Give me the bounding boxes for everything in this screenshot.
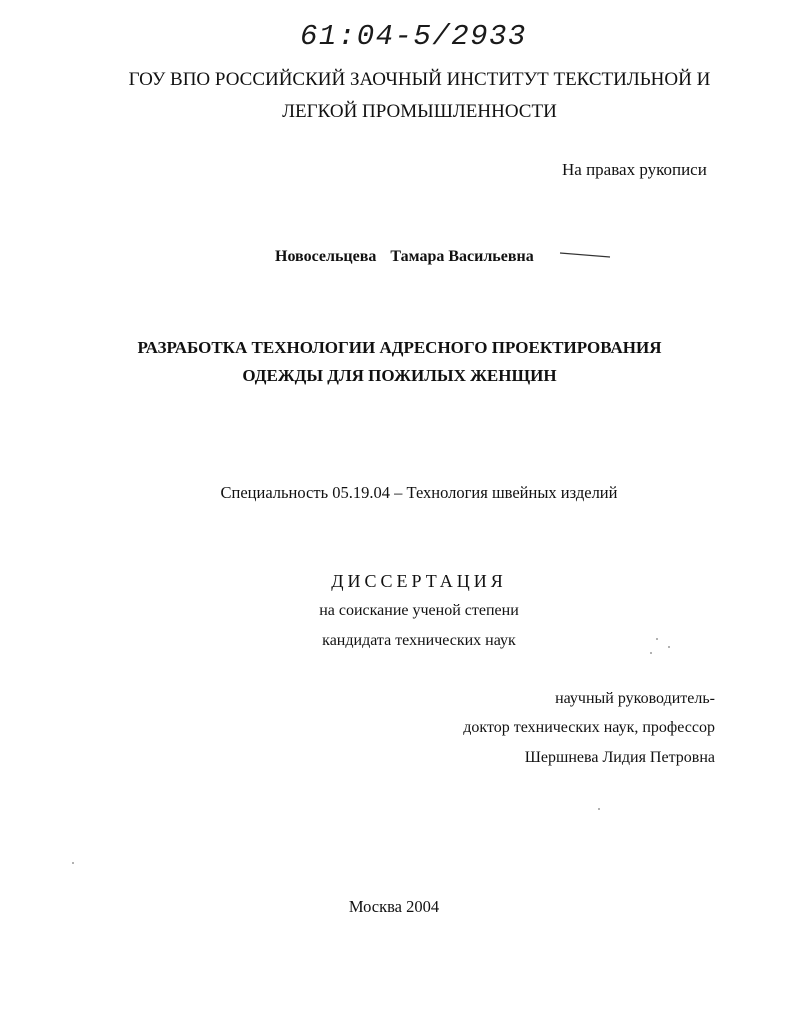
specialty-line: Специальность 05.19.04 – Технология швейных изделий bbox=[220, 483, 618, 502]
scan-speck bbox=[650, 652, 652, 654]
city-year: Москва 2004 bbox=[348, 897, 440, 916]
title-line-1: РАЗРАБОТКА ТЕХНОЛОГИИ АДРЕСНОГО ПРОЕКТИРОВАНИЯ bbox=[137, 338, 662, 357]
title-line-2: ОДЕЖДЫ ДЛЯ ПОЖИЛЫХ ЖЕНЩИН bbox=[242, 366, 557, 385]
dissertation-heading: ДИССЕРТАЦИЯ bbox=[331, 571, 507, 591]
scan-speck bbox=[598, 808, 600, 810]
dissertation-title bbox=[0, 334, 799, 390]
institution-line-1: ГОУ ВПО РОССИЙСКИЙ ЗАОЧНЫЙ ИНСТИТУТ ТЕКСТИЛЬНОЙ И bbox=[128, 69, 711, 90]
institution-line-2: ЛЕГКОЙ ПРОМЫШЛЕННОСТИ bbox=[282, 101, 557, 122]
manuscript-rights-note: На правах рукописи bbox=[562, 160, 707, 179]
scan-speck bbox=[656, 638, 658, 640]
author-name bbox=[275, 248, 534, 266]
institution-name bbox=[20, 64, 799, 128]
degree-name-line: кандидата технических наук bbox=[322, 632, 516, 649]
author-given-names: Тамара Васильевна bbox=[390, 248, 534, 265]
catalog-stamp: 61:04-5/2933 bbox=[300, 20, 527, 53]
degree-purpose-line: на соискание ученой степени bbox=[319, 602, 519, 619]
pen-stroke-mark bbox=[560, 252, 610, 258]
supervisor-degree: доктор технических наук, профессор bbox=[463, 719, 715, 736]
supervisor-name: Шершнева Лидия Петровна bbox=[524, 749, 715, 766]
author-surname: Новосельцева bbox=[275, 248, 377, 265]
supervisor-role: научный руководитель- bbox=[555, 690, 715, 707]
scan-speck bbox=[668, 646, 670, 648]
scan-speck bbox=[72, 862, 74, 864]
